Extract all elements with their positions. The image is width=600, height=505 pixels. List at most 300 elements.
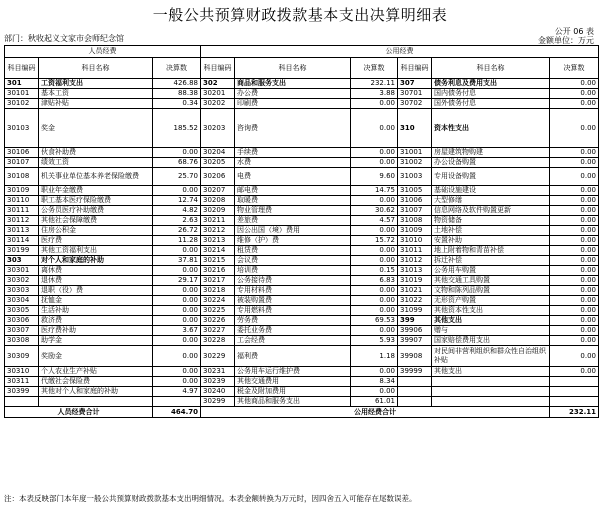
name-cell xyxy=(39,397,153,407)
name-cell: 其他工资福利支出 xyxy=(39,246,153,256)
name-cell: 其他对个人和家庭的补助 xyxy=(39,387,153,397)
table-row xyxy=(5,109,599,148)
name-cell: 电费 xyxy=(235,168,351,186)
code-cell: 30103 xyxy=(5,109,39,148)
code-cell: 30208 xyxy=(201,196,235,206)
amount-cell: 37.81 xyxy=(153,256,201,266)
name-cell: 公务员医疗补助缴费 xyxy=(39,206,153,216)
amount-cell: 0.00 xyxy=(351,226,398,236)
amount-cell: 185.52 xyxy=(153,109,201,148)
code-cell: 30214 xyxy=(201,246,235,256)
name-cell: 赠与 xyxy=(432,326,550,336)
amount-cell: 0.00 xyxy=(550,206,599,216)
table-row xyxy=(5,326,599,336)
code-cell: 30111 xyxy=(5,206,39,216)
name-cell: 国外债务付息 xyxy=(432,99,550,109)
table-row xyxy=(5,99,599,109)
table-row xyxy=(5,236,599,246)
code-cell: 31021 xyxy=(398,286,432,296)
table-row xyxy=(5,226,599,236)
name-cell: 物资储备 xyxy=(432,216,550,226)
name-cell: 代缴社会保险费 xyxy=(39,377,153,387)
amount-cell: 0.00 xyxy=(153,246,201,256)
code-cell: 30201 xyxy=(201,89,235,99)
code-cell: 30302 xyxy=(5,276,39,286)
name-cell: 医疗费 xyxy=(39,236,153,246)
code-cell: 30229 xyxy=(201,346,235,367)
amount-cell xyxy=(550,387,599,397)
amount-cell: 0.00 xyxy=(351,326,398,336)
table-row xyxy=(5,316,599,326)
name-cell: 水费 xyxy=(235,158,351,168)
name-cell: 国家赔偿费用支出 xyxy=(432,336,550,346)
name-cell: 职业年金缴费 xyxy=(39,186,153,196)
name-cell: 税金及附加费用 xyxy=(235,387,351,397)
name-cell xyxy=(432,387,550,397)
amount-cell: 0.00 xyxy=(351,256,398,266)
amount-cell: 0.00 xyxy=(550,336,599,346)
name-cell: 印刷费 xyxy=(235,99,351,109)
name-cell: 租赁费 xyxy=(235,246,351,256)
amount-cell: 0.00 xyxy=(153,316,201,326)
code-cell: 30231 xyxy=(201,367,235,377)
section-public: 公用经费 xyxy=(201,46,599,58)
amount-cell: 5.93 xyxy=(351,336,398,346)
table-row xyxy=(5,216,599,226)
name-cell: 其他支出 xyxy=(432,316,550,326)
amount-cell: 0.00 xyxy=(550,296,599,306)
code-cell: 30114 xyxy=(5,236,39,246)
col-amount: 决算数 xyxy=(153,58,201,79)
code-cell: 30109 xyxy=(5,186,39,196)
table-row xyxy=(5,367,599,377)
code-cell: 31009 xyxy=(398,226,432,236)
code-cell: 30110 xyxy=(5,196,39,206)
amount-cell: 61.01 xyxy=(351,397,398,407)
amount-cell: 0.00 xyxy=(351,196,398,206)
code-cell: 30211 xyxy=(201,216,235,226)
amount-cell: 426.88 xyxy=(153,79,201,89)
name-cell: 奖金 xyxy=(39,109,153,148)
table-row xyxy=(5,377,599,387)
name-cell: 地上附着物和青苗补偿 xyxy=(432,246,550,256)
code-cell: 30701 xyxy=(398,89,432,99)
page-title: 一般公共预算财政拨款基本支出决算明细表 xyxy=(152,6,448,24)
name-cell: 医疗费补助 xyxy=(39,326,153,336)
code-cell: 30226 xyxy=(201,316,235,326)
footnote: 注：本表反映部门本年度一般公共预算财政拨款基本支出明细情况。本表金额转换为万元时，因四舍五入可能存在尾数误差。 xyxy=(4,494,417,503)
code-cell: 31013 xyxy=(398,266,432,276)
amount-cell: 0.00 xyxy=(550,346,599,367)
table-row xyxy=(5,206,599,216)
name-cell: 生活补助 xyxy=(39,306,153,316)
table-row xyxy=(5,397,599,407)
table-row xyxy=(5,266,599,276)
table-row xyxy=(5,79,599,89)
name-cell: 专用材料费 xyxy=(235,286,351,296)
table-row xyxy=(5,276,599,286)
name-cell: 文物和陈列品购置 xyxy=(432,286,550,296)
name-cell: 取暖费 xyxy=(235,196,351,206)
code-cell: 30216 xyxy=(201,266,235,276)
amount-cell: 0.00 xyxy=(153,367,201,377)
name-cell: 专用燃料费 xyxy=(235,306,351,316)
table-row xyxy=(5,168,599,186)
table-row xyxy=(5,186,599,196)
code-cell: 39908 xyxy=(398,346,432,367)
amount-cell: 0.00 xyxy=(351,148,398,158)
amount-cell: 0.00 xyxy=(153,148,201,158)
code-cell: 30218 xyxy=(201,286,235,296)
name-cell: 办公费 xyxy=(235,89,351,99)
code-cell: 302 xyxy=(201,79,235,89)
table-row xyxy=(5,246,599,256)
name-cell: 信息网络及软件购置更新 xyxy=(432,206,550,216)
amount-cell: 0.00 xyxy=(550,148,599,158)
code-cell: 30309 xyxy=(5,346,39,367)
amount-cell: 12.74 xyxy=(153,196,201,206)
code-cell: 30106 xyxy=(5,148,39,158)
col-amount: 决算数 xyxy=(550,58,599,79)
code-cell: 30215 xyxy=(201,256,235,266)
amount-cell: 0.00 xyxy=(550,99,599,109)
name-cell: 住房公积金 xyxy=(39,226,153,236)
name-cell: 土地补偿 xyxy=(432,226,550,236)
code-cell: 30102 xyxy=(5,99,39,109)
name-cell: 资本性支出 xyxy=(432,109,550,148)
amount-cell: 8.34 xyxy=(351,377,398,387)
name-cell: 差旅费 xyxy=(235,216,351,226)
code-cell: 31099 xyxy=(398,306,432,316)
amount-cell: 4.57 xyxy=(351,216,398,226)
amount-cell: 3.67 xyxy=(153,326,201,336)
name-cell: 办公设备购置 xyxy=(432,158,550,168)
name-cell: 被装购置费 xyxy=(235,296,351,306)
code-cell: 39906 xyxy=(398,326,432,336)
public-total-label: 公用经费合计 xyxy=(201,407,550,418)
totals-row xyxy=(5,407,599,418)
amount-cell: 0.00 xyxy=(550,186,599,196)
amount-cell: 68.76 xyxy=(153,158,201,168)
name-cell: 商品和服务支出 xyxy=(235,79,351,89)
code-cell: 30224 xyxy=(201,296,235,306)
name-cell: 退职（役）费 xyxy=(39,286,153,296)
col-code: 科目编码 xyxy=(398,58,432,79)
name-cell: 其他资本性支出 xyxy=(432,306,550,316)
code-cell: 30205 xyxy=(201,158,235,168)
amount-cell: 0.00 xyxy=(550,367,599,377)
name-cell: 物业管理费 xyxy=(235,206,351,216)
name-cell: 基本工资 xyxy=(39,89,153,99)
name-cell: 无形资产购置 xyxy=(432,296,550,306)
amount-cell: 0.00 xyxy=(550,326,599,336)
name-cell: 其他社会保障缴费 xyxy=(39,216,153,226)
name-cell: 公务用车购置 xyxy=(432,266,550,276)
name-cell: 基础设施建设 xyxy=(432,186,550,196)
amount-cell: 0.00 xyxy=(351,246,398,256)
amount-cell: 4.82 xyxy=(153,206,201,216)
name-cell xyxy=(432,377,550,387)
code-cell: 31022 xyxy=(398,296,432,306)
amount-cell: 0.00 xyxy=(351,296,398,306)
name-cell: 大型修缮 xyxy=(432,196,550,206)
amount-cell: 0.00 xyxy=(153,296,201,306)
amount-cell: 0.00 xyxy=(550,79,599,89)
public-total-value: 232.11 xyxy=(550,407,599,418)
code-cell: 39999 xyxy=(398,367,432,377)
col-name: 科目名称 xyxy=(432,58,550,79)
code-cell: 399 xyxy=(398,316,432,326)
amount-cell: 4.97 xyxy=(153,387,201,397)
name-cell: 福利费 xyxy=(235,346,351,367)
name-cell: 公务用车运行维护费 xyxy=(235,367,351,377)
name-cell: 公务接待费 xyxy=(235,276,351,286)
table-row xyxy=(5,387,599,397)
table-row xyxy=(5,286,599,296)
table-row xyxy=(5,256,599,266)
name-cell xyxy=(432,397,550,407)
amount-cell: 232.11 xyxy=(351,79,398,89)
amount-cell xyxy=(550,397,599,407)
code-cell: 39907 xyxy=(398,336,432,346)
code-cell: 30303 xyxy=(5,286,39,296)
amount-cell: 0.00 xyxy=(153,306,201,316)
column-header-row xyxy=(5,58,599,79)
col-name: 科目名称 xyxy=(39,58,153,79)
code-cell: 30107 xyxy=(5,158,39,168)
name-cell: 津贴补贴 xyxy=(39,99,153,109)
name-cell: 劳务费 xyxy=(235,316,351,326)
table-row xyxy=(5,296,599,306)
code-cell: 30203 xyxy=(201,109,235,148)
amount-cell: 0.00 xyxy=(550,236,599,246)
col-amount: 决算数 xyxy=(351,58,398,79)
name-cell: 其他交通费用 xyxy=(235,377,351,387)
amount-cell: 0.00 xyxy=(550,168,599,186)
table-row xyxy=(5,148,599,158)
table-row xyxy=(5,158,599,168)
name-cell: 维修（护）费 xyxy=(235,236,351,246)
code-cell: 30113 xyxy=(5,226,39,236)
table-row xyxy=(5,306,599,316)
amount-cell: 6.83 xyxy=(351,276,398,286)
code-cell: 30306 xyxy=(5,316,39,326)
code-cell: 30310 xyxy=(5,367,39,377)
name-cell: 专用设备购置 xyxy=(432,168,550,186)
code-cell: 31002 xyxy=(398,158,432,168)
personnel-total-value: 464.70 xyxy=(153,407,201,418)
code-cell: 31008 xyxy=(398,216,432,226)
col-name: 科目名称 xyxy=(235,58,351,79)
name-cell: 抚恤金 xyxy=(39,296,153,306)
code-cell: 30308 xyxy=(5,336,39,346)
code-cell: 30239 xyxy=(201,377,235,387)
code-cell: 30240 xyxy=(201,387,235,397)
name-cell: 个人农业生产补贴 xyxy=(39,367,153,377)
amount-cell: 11.28 xyxy=(153,236,201,246)
code-cell: 30304 xyxy=(5,296,39,306)
amount-cell: 0.00 xyxy=(550,226,599,236)
amount-cell: 0.00 xyxy=(153,266,201,276)
name-cell: 助学金 xyxy=(39,336,153,346)
code-cell: 30204 xyxy=(201,148,235,158)
amount-cell: 9.60 xyxy=(351,168,398,186)
code-cell: 30301 xyxy=(5,266,39,276)
amount-cell: 15.72 xyxy=(351,236,398,246)
code-cell: 31001 xyxy=(398,148,432,158)
name-cell: 培训费 xyxy=(235,266,351,276)
code-cell: 31007 xyxy=(398,206,432,216)
name-cell: 绩效工资 xyxy=(39,158,153,168)
name-cell: 其他商品和服务支出 xyxy=(235,397,351,407)
amount-cell: 0.00 xyxy=(550,286,599,296)
code-cell: 30213 xyxy=(201,236,235,246)
name-cell: 手续费 xyxy=(235,148,351,158)
code-cell xyxy=(5,397,39,407)
code-cell: 30199 xyxy=(5,246,39,256)
amount-cell: 0.00 xyxy=(153,286,201,296)
name-cell: 咨询费 xyxy=(235,109,351,148)
name-cell: 委托业务费 xyxy=(235,326,351,336)
amount-cell: 0.00 xyxy=(550,306,599,316)
section-header-row xyxy=(5,46,599,58)
name-cell: 奖励金 xyxy=(39,346,153,367)
name-cell: 会议费 xyxy=(235,256,351,266)
code-cell: 30108 xyxy=(5,168,39,186)
code-cell: 30217 xyxy=(201,276,235,286)
unit-label: 金额单位：万元 xyxy=(538,36,594,45)
amount-cell: 0.00 xyxy=(550,109,599,148)
code-cell: 30202 xyxy=(201,99,235,109)
name-cell: 工会经费 xyxy=(235,336,351,346)
amount-cell: 0.00 xyxy=(550,216,599,226)
code-cell: 31012 xyxy=(398,256,432,266)
name-cell: 国内债务付息 xyxy=(432,89,550,99)
amount-cell: 0.00 xyxy=(550,158,599,168)
amount-cell: 69.53 xyxy=(351,316,398,326)
code-cell: 31005 xyxy=(398,186,432,196)
code-cell: 30311 xyxy=(5,377,39,387)
name-cell: 房屋建筑物购建 xyxy=(432,148,550,158)
amount-cell: 0.00 xyxy=(550,196,599,206)
amount-cell: 0.00 xyxy=(351,306,398,316)
code-cell: 30206 xyxy=(201,168,235,186)
amount-cell xyxy=(550,377,599,387)
code-cell: 31010 xyxy=(398,236,432,246)
code-cell xyxy=(398,377,432,387)
personnel-total-label: 人员经费合计 xyxy=(5,407,153,418)
name-cell: 机关事业单位基本养老保险缴费 xyxy=(39,168,153,186)
code-cell: 31011 xyxy=(398,246,432,256)
table-footer xyxy=(5,407,599,418)
amount-cell: 29.17 xyxy=(153,276,201,286)
name-cell: 安置补助 xyxy=(432,236,550,246)
table-row xyxy=(5,336,599,346)
amount-cell: 0.00 xyxy=(351,367,398,377)
department-label: 部门：秋收起义文家市会师纪念馆 xyxy=(4,34,124,43)
table-body xyxy=(5,46,599,407)
amount-cell: 1.18 xyxy=(351,346,398,367)
code-cell: 30227 xyxy=(201,326,235,336)
code-cell: 30305 xyxy=(5,306,39,316)
col-code: 科目编码 xyxy=(201,58,235,79)
amount-cell: 0.00 xyxy=(550,246,599,256)
name-cell: 工资福利支出 xyxy=(39,79,153,89)
name-cell: 其他支出 xyxy=(432,367,550,377)
amount-cell: 0.00 xyxy=(351,158,398,168)
amount-cell: 0.15 xyxy=(351,266,398,276)
code-cell: 310 xyxy=(398,109,432,148)
amount-cell: 0.00 xyxy=(153,377,201,387)
code-cell xyxy=(398,397,432,407)
amount-cell: 0.00 xyxy=(153,336,201,346)
amount-cell: 0.00 xyxy=(550,276,599,286)
amount-cell: 2.63 xyxy=(153,216,201,226)
name-cell: 对民间非营利组织和群众性自治组织补贴 xyxy=(432,346,550,367)
name-cell: 离休费 xyxy=(39,266,153,276)
amount-cell: 0.00 xyxy=(550,316,599,326)
name-cell: 因公出国（境）费用 xyxy=(235,226,351,236)
amount-cell: 0.00 xyxy=(550,89,599,99)
name-cell: 对个人和家庭的补助 xyxy=(39,256,153,266)
name-cell: 债务利息及费用支出 xyxy=(432,79,550,89)
amount-cell: 25.70 xyxy=(153,168,201,186)
code-cell: 307 xyxy=(398,79,432,89)
table-row xyxy=(5,196,599,206)
code-cell: 30225 xyxy=(201,306,235,316)
table-row xyxy=(5,89,599,99)
name-cell: 其他交通工具购置 xyxy=(432,276,550,286)
amount-cell: 0.34 xyxy=(153,99,201,109)
code-cell: 30307 xyxy=(5,326,39,336)
code-cell: 31003 xyxy=(398,168,432,186)
name-cell: 伙食补助费 xyxy=(39,148,153,158)
code-cell: 31019 xyxy=(398,276,432,286)
code-cell: 30207 xyxy=(201,186,235,196)
amount-cell: 0.00 xyxy=(351,387,398,397)
amount-cell: 0.00 xyxy=(153,346,201,367)
code-cell: 30212 xyxy=(201,226,235,236)
amount-cell: 0.00 xyxy=(153,186,201,196)
name-cell: 退休费 xyxy=(39,276,153,286)
code-cell: 30299 xyxy=(201,397,235,407)
table-row xyxy=(5,346,599,367)
name-cell: 邮电费 xyxy=(235,186,351,196)
amount-cell: 0.00 xyxy=(351,286,398,296)
amount-cell: 26.72 xyxy=(153,226,201,236)
amount-cell: 3.88 xyxy=(351,89,398,99)
code-cell: 30209 xyxy=(201,206,235,216)
code-cell: 30228 xyxy=(201,336,235,346)
amount-cell: 88.38 xyxy=(153,89,201,99)
amount-cell: 30.62 xyxy=(351,206,398,216)
code-cell: 30112 xyxy=(5,216,39,226)
code-cell xyxy=(398,387,432,397)
name-cell: 职工基本医疗保险缴费 xyxy=(39,196,153,206)
amount-cell: 0.00 xyxy=(550,266,599,276)
section-personnel: 人员经费 xyxy=(5,46,201,58)
amount-cell: 0.00 xyxy=(351,109,398,148)
amount-cell xyxy=(153,397,201,407)
code-cell: 301 xyxy=(5,79,39,89)
code-cell: 30702 xyxy=(398,99,432,109)
amount-cell: 0.00 xyxy=(550,256,599,266)
code-cell: 303 xyxy=(5,256,39,266)
code-cell: 30101 xyxy=(5,89,39,99)
col-code: 科目编码 xyxy=(5,58,39,79)
name-cell: 救济费 xyxy=(39,316,153,326)
code-cell: 31006 xyxy=(398,196,432,206)
